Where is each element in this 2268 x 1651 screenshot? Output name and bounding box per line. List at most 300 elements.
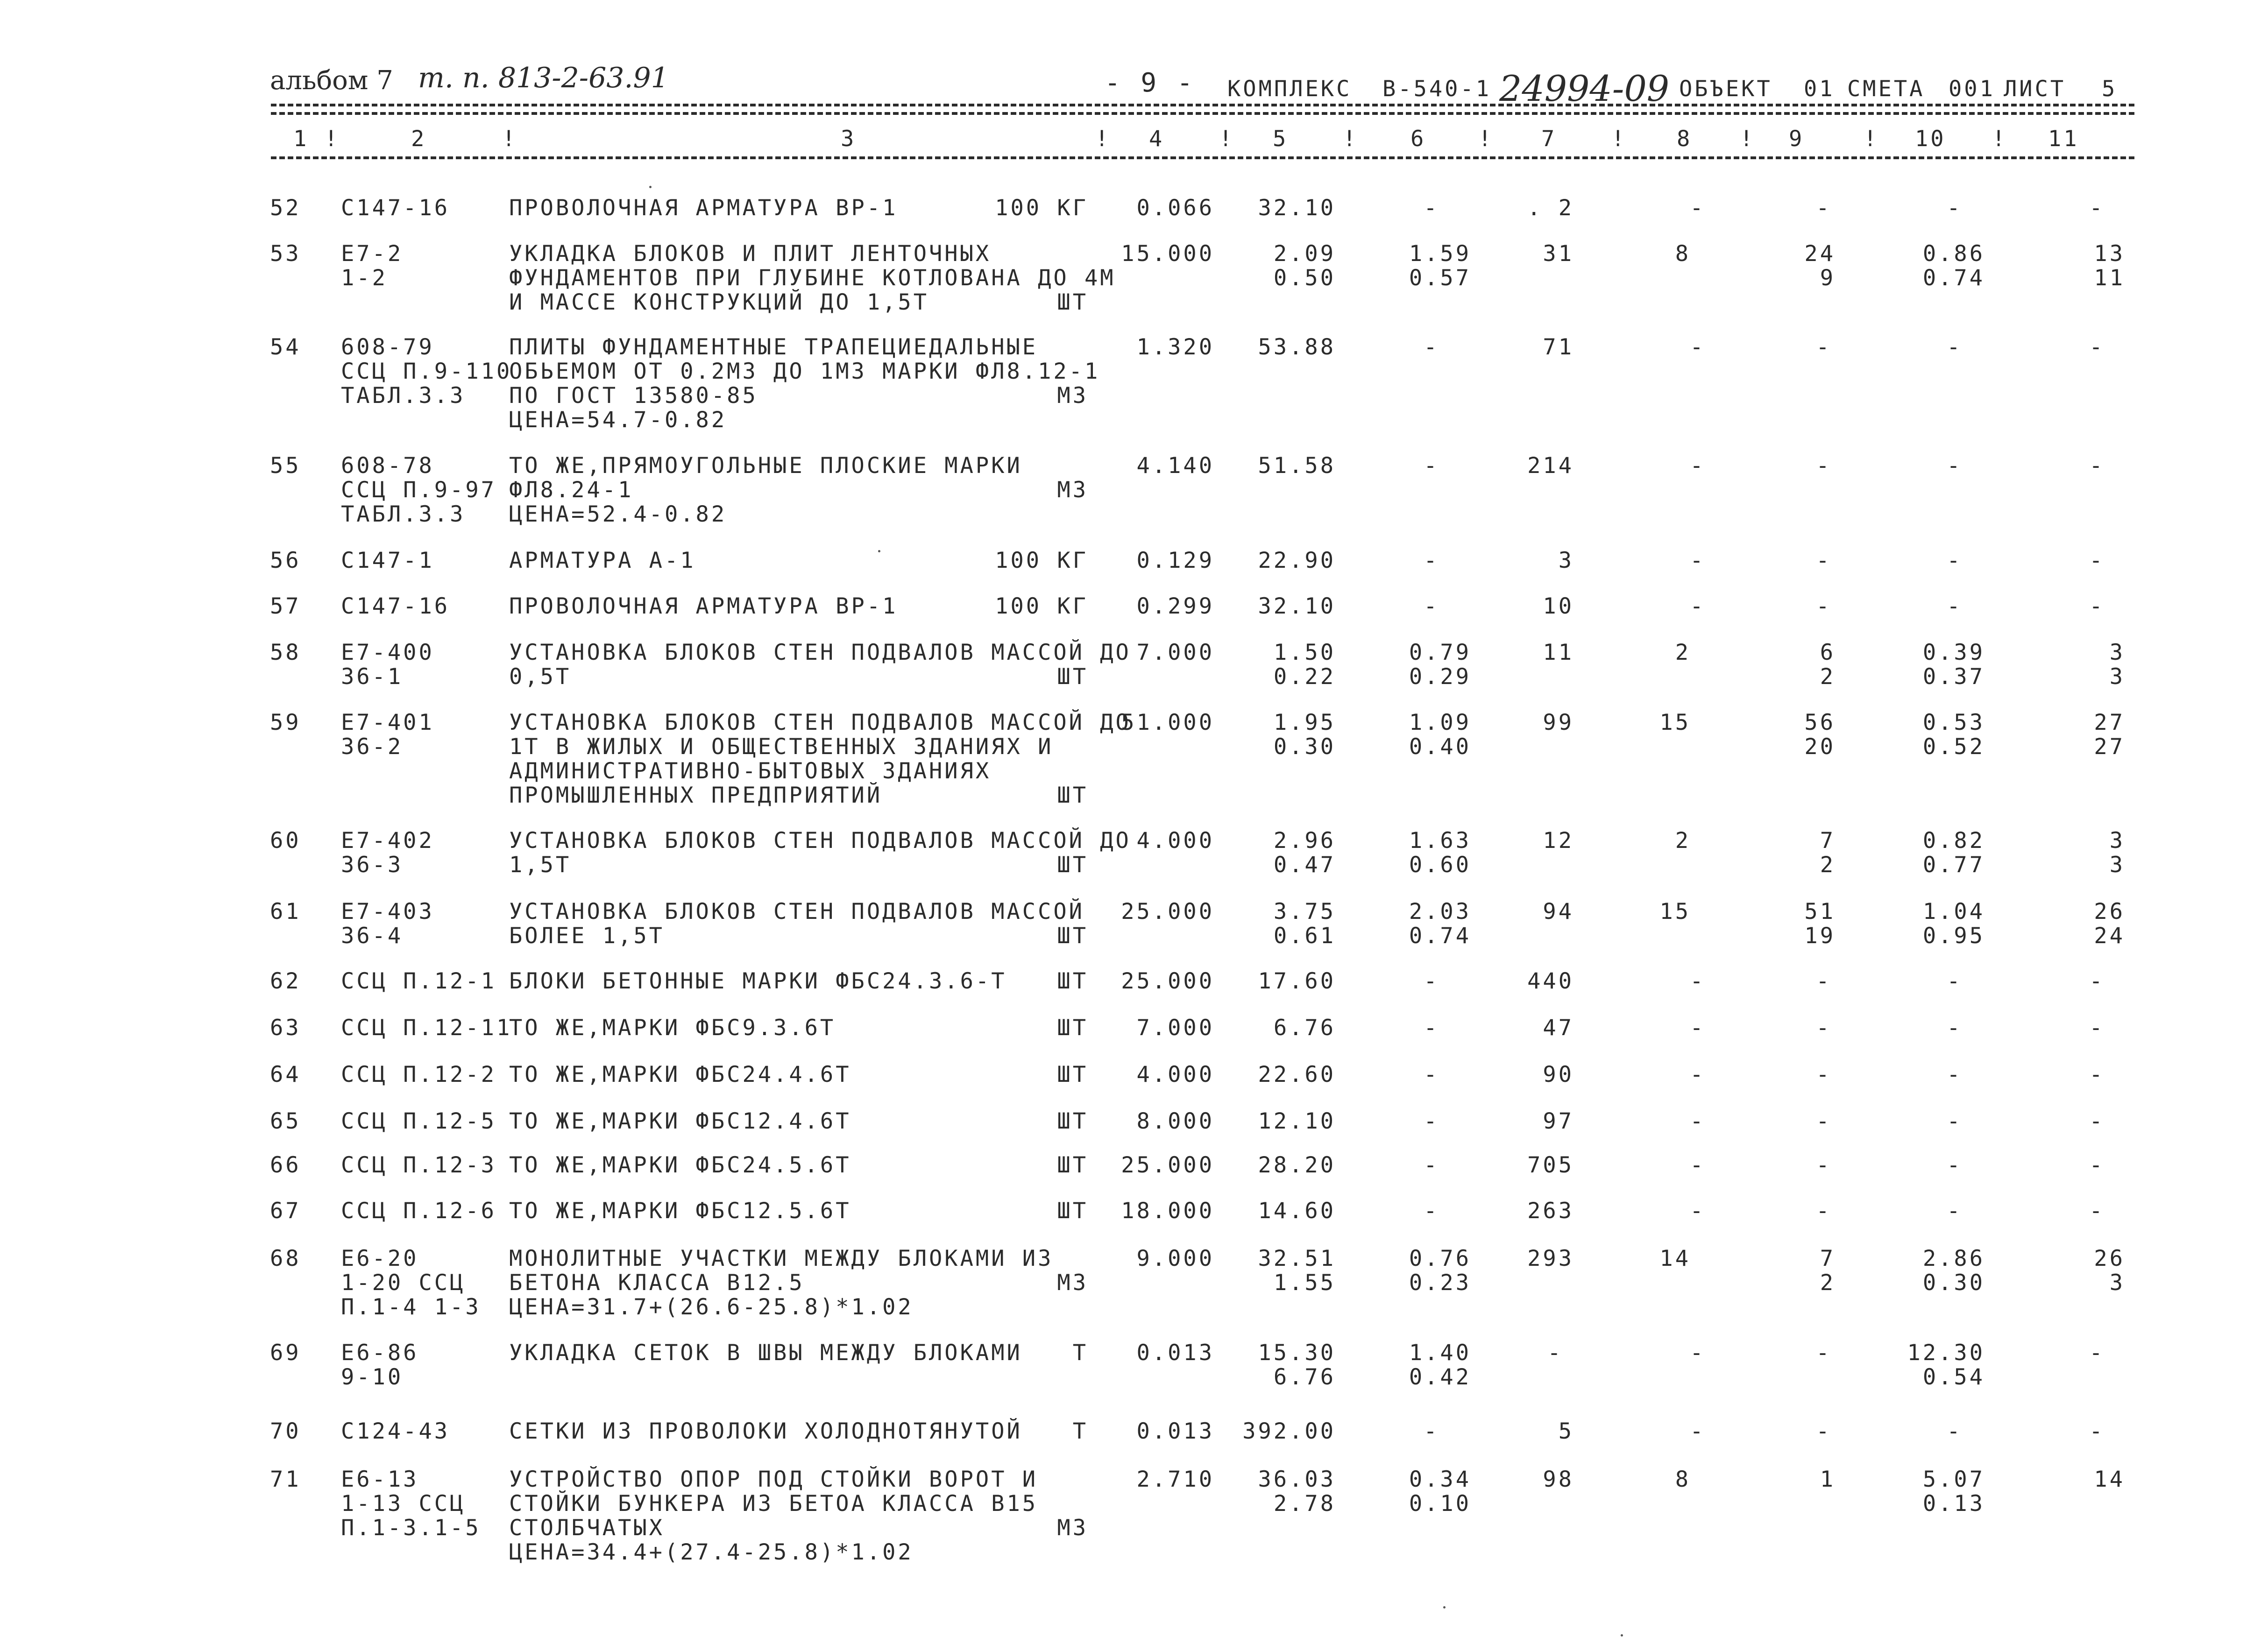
work-description: АРМАТУРА А-1 bbox=[509, 548, 696, 573]
col6-value: 0.29 bbox=[1409, 664, 1471, 690]
row-number: 56 bbox=[270, 548, 301, 573]
column-header-cell: 7 bbox=[1541, 126, 1557, 152]
unit-cost: 36.03 bbox=[1258, 1467, 1336, 1492]
col6-value: 0.34 bbox=[1409, 1467, 1471, 1492]
col8-value: 8 bbox=[1675, 1467, 1691, 1492]
col9-value: 6 bbox=[1820, 640, 1836, 665]
handwritten-project-ref: т. п. 813-2-63.91 bbox=[418, 62, 669, 94]
work-description: УСТАНОВКА БЛОКОВ СТЕН ПОДВАЛОВ МАССОЙ ДО bbox=[509, 710, 1131, 735]
col11-value: - bbox=[2089, 1340, 2105, 1366]
column-header-cell: ! bbox=[1992, 126, 2008, 152]
col6-value: 1.40 bbox=[1409, 1340, 1471, 1366]
column-header-cell: ! bbox=[1095, 126, 1111, 152]
work-description: УКЛАДКА СЕТОК В ШВЫ МЕЖДУ БЛОКАМИ bbox=[509, 1340, 1022, 1366]
col7-value: 11 bbox=[1543, 640, 1574, 665]
col8-value: - bbox=[1690, 968, 1706, 994]
resource-code: ССЦ П.12-1 bbox=[341, 968, 496, 994]
col7-value: 3 bbox=[1558, 548, 1574, 573]
col6-value: - bbox=[1424, 195, 1439, 221]
col11-value: 24 bbox=[2094, 923, 2125, 949]
col6-value: - bbox=[1424, 1152, 1439, 1178]
unit: М3 bbox=[1057, 477, 1088, 503]
col9-value: 24 bbox=[1804, 241, 1836, 267]
work-description: СТОЛБЧАТЫХ bbox=[509, 1515, 665, 1541]
column-header-cell: 10 bbox=[1915, 126, 1946, 152]
col7-value: 90 bbox=[1543, 1062, 1574, 1087]
smeta-value: 001 bbox=[1949, 76, 1995, 102]
col11-value: 3 bbox=[2109, 828, 2125, 854]
resource-code: 608-78 bbox=[341, 453, 434, 479]
work-description: ПО ГОСТ 13580-85 bbox=[509, 383, 758, 409]
page-number: - 9 - bbox=[1105, 68, 1195, 98]
col11-value: 26 bbox=[2094, 1246, 2125, 1271]
col10-value: - bbox=[1947, 1418, 1963, 1444]
scan-speck bbox=[1621, 1634, 1623, 1637]
col6-value: - bbox=[1424, 593, 1439, 619]
col10-value: 0.54 bbox=[1922, 1364, 1985, 1390]
col6-value: 0.10 bbox=[1409, 1491, 1471, 1517]
col8-value: - bbox=[1690, 334, 1706, 360]
quantity: 25.000 bbox=[1121, 968, 1214, 994]
col9-value: - bbox=[1816, 1108, 1832, 1134]
work-description: АДМИНИСТРАТИВНО-БЫТОВЫХ ЗДАНИЯХ bbox=[509, 758, 992, 784]
row-number: 67 bbox=[270, 1198, 301, 1224]
col9-value: - bbox=[1816, 453, 1832, 479]
column-header-cell: ! bbox=[1740, 126, 1756, 152]
col11-value: - bbox=[2089, 1015, 2105, 1041]
unit-cost: 28.20 bbox=[1258, 1152, 1336, 1178]
resource-code: Е6-20 bbox=[341, 1246, 419, 1271]
work-description: УКЛАДКА БЛОКОВ И ПЛИТ ЛЕНТОЧНЫХ bbox=[509, 241, 992, 267]
object-label: ОБЪЕКТ bbox=[1679, 76, 1772, 102]
unit: ШТ bbox=[1057, 289, 1088, 315]
work-description: ТО ЖЕ,ПРЯМОУГОЛЬНЫЕ ПЛОСКИЕ МАРКИ bbox=[509, 453, 1022, 479]
unit-cost: 15.30 bbox=[1258, 1340, 1336, 1366]
unit-cost: 0.50 bbox=[1273, 265, 1336, 291]
resource-code: 1-2 bbox=[341, 265, 388, 291]
unit-cost: 1.50 bbox=[1273, 640, 1336, 665]
col10-value: - bbox=[1947, 1108, 1963, 1134]
col10-value: 0.86 bbox=[1922, 241, 1985, 267]
unit-cost: 1.55 bbox=[1273, 1270, 1336, 1296]
col10-value: 0.13 bbox=[1922, 1491, 1985, 1517]
work-description: 1Т В ЖИЛЫХ И ОБЩЕСТВЕННЫХ ЗДАНИЯХ И bbox=[509, 734, 1054, 760]
quantity: 1.320 bbox=[1136, 334, 1214, 360]
col11-value: - bbox=[2089, 1152, 2105, 1178]
col9-value: 1 bbox=[1820, 1467, 1836, 1492]
unit: М3 bbox=[1057, 383, 1088, 409]
col6-value: - bbox=[1424, 1418, 1439, 1444]
col8-value: - bbox=[1690, 1015, 1706, 1041]
col9-value: - bbox=[1816, 1062, 1832, 1087]
col10-value: 5.07 bbox=[1922, 1467, 1985, 1492]
col10-value: - bbox=[1947, 1015, 1963, 1041]
unit: Т bbox=[1072, 1340, 1088, 1366]
unit: ШТ bbox=[1057, 968, 1088, 994]
unit-cost: 51.58 bbox=[1258, 453, 1336, 479]
resource-code: ТАБЛ.3.3 bbox=[341, 383, 466, 409]
col7-value: 293 bbox=[1527, 1246, 1574, 1271]
col11-value: - bbox=[2089, 195, 2105, 221]
col8-value: - bbox=[1690, 1418, 1706, 1444]
work-description: ЦЕНА=31.7+(26.6-25.8)*1.02 bbox=[509, 1294, 914, 1320]
col10-value: - bbox=[1947, 548, 1963, 573]
row-number: 52 bbox=[270, 195, 301, 221]
work-description: ПРОМЫШЛЕННЫХ ПРЕДПРИЯТИЙ bbox=[509, 783, 883, 808]
col6-value: 1.63 bbox=[1409, 828, 1471, 854]
col9-value: 2 bbox=[1820, 852, 1836, 878]
column-header-cell: ! bbox=[1611, 126, 1627, 152]
col8-value: 2 bbox=[1675, 828, 1691, 854]
col10-value: 12.30 bbox=[1907, 1340, 1985, 1366]
resource-code: ССЦ П.12-6 bbox=[341, 1198, 496, 1224]
unit-cost: 2.96 bbox=[1273, 828, 1336, 854]
unit-cost: 12.10 bbox=[1258, 1108, 1336, 1134]
column-header-cell: 11 bbox=[2048, 126, 2079, 152]
col9-value: - bbox=[1816, 968, 1832, 994]
col10-value: 0.52 bbox=[1922, 734, 1985, 760]
work-description: ФЛ8.24-1 bbox=[509, 477, 634, 503]
col7-value: 47 bbox=[1543, 1015, 1574, 1041]
col11-value: 3 bbox=[2109, 664, 2125, 690]
unit-cost: 32.10 bbox=[1258, 593, 1336, 619]
col8-value: - bbox=[1690, 1152, 1706, 1178]
scan-speck bbox=[878, 550, 880, 552]
col11-value: 3 bbox=[2109, 640, 2125, 665]
col11-value: 14 bbox=[2094, 1467, 2125, 1492]
col7-value: 94 bbox=[1543, 899, 1574, 924]
resource-code: 1-20 ССЦ bbox=[341, 1270, 466, 1296]
resource-code: С147-16 bbox=[341, 593, 450, 619]
quantity: 4.000 bbox=[1136, 828, 1214, 854]
resource-code: 36-1 bbox=[341, 664, 404, 690]
col6-value: 1.09 bbox=[1409, 710, 1471, 735]
unit-cost: 0.47 bbox=[1273, 852, 1336, 878]
col9-value: 9 bbox=[1820, 265, 1836, 291]
column-header-cell: 9 bbox=[1789, 126, 1805, 152]
work-description: ЦЕНА=34.4+(27.4-25.8)*1.02 bbox=[509, 1539, 914, 1565]
unit: ШТ bbox=[1057, 1152, 1088, 1178]
col9-value: - bbox=[1816, 334, 1832, 360]
col7-value: 10 bbox=[1543, 593, 1574, 619]
col6-value: 0.42 bbox=[1409, 1364, 1471, 1390]
col10-value: - bbox=[1947, 1198, 1963, 1224]
col7-value: 5 bbox=[1558, 1418, 1574, 1444]
col8-value: - bbox=[1690, 548, 1706, 573]
work-description: 1,5Т bbox=[509, 852, 572, 878]
col6-value: - bbox=[1424, 968, 1439, 994]
work-description: СТОЙКИ БУНКЕРА ИЗ БЕТОА КЛАССА В15 bbox=[509, 1491, 1038, 1517]
row-number: 58 bbox=[270, 640, 301, 665]
row-number: 69 bbox=[270, 1340, 301, 1366]
unit-cost: 32.10 bbox=[1258, 195, 1336, 221]
unit: ШТ bbox=[1057, 852, 1088, 878]
col7-value: 440 bbox=[1527, 968, 1574, 994]
col8-value: 15 bbox=[1659, 710, 1691, 735]
quantity: 4.140 bbox=[1136, 453, 1214, 479]
resource-code: 608-79 bbox=[341, 334, 434, 360]
quantity: 4.000 bbox=[1136, 1062, 1214, 1087]
col10-value: - bbox=[1947, 334, 1963, 360]
col11-value: - bbox=[2089, 593, 2105, 619]
col6-value: 2.03 bbox=[1409, 899, 1471, 924]
complex-code: В-540-1 bbox=[1382, 76, 1492, 102]
unit: ШТ bbox=[1057, 783, 1088, 808]
resource-code: ССЦ П.9-97 bbox=[341, 477, 496, 503]
handwritten-complex-number: 24994-09 bbox=[1499, 68, 1670, 109]
work-description: ТО ЖЕ,МАРКИ ФБС12.5.6Т bbox=[509, 1198, 851, 1224]
work-description: БЕТОНА КЛАССА В12.5 bbox=[509, 1270, 805, 1296]
col6-value: - bbox=[1424, 548, 1439, 573]
work-description: ТО ЖЕ,МАРКИ ФБС24.4.6Т bbox=[509, 1062, 851, 1087]
resource-code: П.1-3.1-5 bbox=[341, 1515, 481, 1541]
resource-code: С124-43 bbox=[341, 1418, 450, 1444]
col10-value: 0.37 bbox=[1922, 664, 1985, 690]
col11-value: - bbox=[2089, 968, 2105, 994]
col6-value: - bbox=[1424, 1062, 1439, 1087]
resource-code: ССЦ П.12-3 bbox=[341, 1152, 496, 1178]
col10-value: - bbox=[1947, 195, 1963, 221]
work-description: УСТРОЙСТВО ОПОР ПОД СТОЙКИ ВОРОТ И bbox=[509, 1467, 1038, 1492]
col7-value: - bbox=[1547, 1340, 1563, 1366]
row-number: 66 bbox=[270, 1152, 301, 1178]
work-description: ТО ЖЕ,МАРКИ ФБС9.3.6Т bbox=[509, 1015, 836, 1041]
col9-value: 2 bbox=[1820, 1270, 1836, 1296]
col10-value: 0.39 bbox=[1922, 640, 1985, 665]
col7-value: . 2 bbox=[1527, 195, 1574, 221]
col9-value: 7 bbox=[1820, 828, 1836, 854]
work-description: МОНОЛИТНЫЕ УЧАСТКИ МЕЖДУ БЛОКАМИ ИЗ bbox=[509, 1246, 1054, 1271]
resource-code: 1-13 ССЦ bbox=[341, 1491, 466, 1517]
work-description: УСТАНОВКА БЛОКОВ СТЕН ПОДВАЛОВ МАССОЙ ДО bbox=[509, 640, 1131, 665]
col6-value: 0.60 bbox=[1409, 852, 1471, 878]
resource-code: П.1-4 1-3 bbox=[341, 1294, 481, 1320]
resource-code: ССЦ П.9-110 bbox=[341, 359, 512, 384]
column-header-cell: 1 ! bbox=[293, 126, 340, 152]
unit-cost: 53.88 bbox=[1258, 334, 1336, 360]
col10-value: 1.04 bbox=[1922, 899, 1985, 924]
col6-value: - bbox=[1424, 1198, 1439, 1224]
col9-value: - bbox=[1816, 1198, 1832, 1224]
work-description: БЛОКИ БЕТОННЫЕ МАРКИ ФБС24.3.6-Т bbox=[509, 968, 1007, 994]
row-number: 71 bbox=[270, 1467, 301, 1492]
resource-code: 36-4 bbox=[341, 923, 404, 949]
col9-value: 7 bbox=[1820, 1246, 1836, 1271]
col9-value: - bbox=[1816, 1152, 1832, 1178]
column-header-cell: 6 bbox=[1410, 126, 1426, 152]
resource-code: ССЦ П.12-11 bbox=[341, 1015, 512, 1041]
quantity: 0.299 bbox=[1136, 593, 1214, 619]
col11-value: - bbox=[2089, 453, 2105, 479]
column-header-cell: ! bbox=[502, 126, 518, 152]
col10-value: - bbox=[1947, 453, 1963, 479]
header-rule-top bbox=[271, 104, 2134, 106]
sheet-label: ЛИСТ bbox=[2004, 76, 2066, 102]
col11-value: 13 bbox=[2094, 241, 2125, 267]
work-description: ЦЕНА=52.4-0.82 bbox=[509, 501, 727, 527]
row-number: 60 bbox=[270, 828, 301, 854]
row-number: 68 bbox=[270, 1246, 301, 1271]
unit-cost: 6.76 bbox=[1273, 1015, 1336, 1041]
quantity: 0.013 bbox=[1136, 1340, 1214, 1366]
col8-value: 14 bbox=[1659, 1246, 1691, 1271]
column-header-cell: ! bbox=[1343, 126, 1359, 152]
work-description: ОБЬЕМОМ ОТ 0.2М3 ДО 1М3 МАРКИ ФЛ8.12-1 bbox=[509, 359, 1100, 384]
col6-value: 0.57 bbox=[1409, 265, 1471, 291]
unit-cost: 6.76 bbox=[1273, 1364, 1336, 1390]
unit-cost: 0.22 bbox=[1273, 664, 1336, 690]
col10-value: - bbox=[1947, 1062, 1963, 1087]
resource-code: 36-3 bbox=[341, 852, 404, 878]
col7-value: 97 bbox=[1543, 1108, 1574, 1134]
unit: 100 КГ bbox=[995, 593, 1088, 619]
col9-value: - bbox=[1816, 548, 1832, 573]
work-description: СЕТКИ ИЗ ПРОВОЛОКИ ХОЛОДНОТЯНУТОЙ bbox=[509, 1418, 1022, 1444]
col11-value: - bbox=[2089, 1108, 2105, 1134]
row-number: 64 bbox=[270, 1062, 301, 1087]
column-header-cell: 8 bbox=[1677, 126, 1693, 152]
unit: М3 bbox=[1057, 1270, 1088, 1296]
resource-code: С147-16 bbox=[341, 195, 450, 221]
row-number: 70 bbox=[270, 1418, 301, 1444]
col7-value: 31 bbox=[1543, 241, 1574, 267]
column-header-cell: 5 bbox=[1273, 126, 1289, 152]
col10-value: 0.74 bbox=[1922, 265, 1985, 291]
col8-value: - bbox=[1690, 1062, 1706, 1087]
resource-code: ССЦ П.12-5 bbox=[341, 1108, 496, 1134]
unit-cost: 14.60 bbox=[1258, 1198, 1336, 1224]
resource-code: Е7-400 bbox=[341, 640, 434, 665]
quantity: 9.000 bbox=[1136, 1246, 1214, 1271]
col9-value: - bbox=[1816, 195, 1832, 221]
col10-value: 0.95 bbox=[1922, 923, 1985, 949]
quantity: 2.710 bbox=[1136, 1467, 1214, 1492]
col11-value: - bbox=[2089, 334, 2105, 360]
col11-value: 3 bbox=[2109, 1270, 2125, 1296]
row-number: 65 bbox=[270, 1108, 301, 1134]
col9-value: 20 bbox=[1804, 734, 1836, 760]
work-description: И МАССЕ КОНСТРУКЦИЙ ДО 1,5Т bbox=[509, 289, 929, 315]
resource-code: ТАБЛ.3.3 bbox=[341, 501, 466, 527]
col8-value: 8 bbox=[1675, 241, 1691, 267]
unit-cost: 2.09 bbox=[1273, 241, 1336, 267]
object-value: 01 bbox=[1804, 76, 1835, 102]
unit-cost: 22.90 bbox=[1258, 548, 1336, 573]
work-description: УСТАНОВКА БЛОКОВ СТЕН ПОДВАЛОВ МАССОЙ ДО bbox=[509, 828, 1131, 854]
col10-value: - bbox=[1947, 968, 1963, 994]
column-header-cell: 4 bbox=[1149, 126, 1165, 152]
col6-value: - bbox=[1424, 334, 1439, 360]
col6-value: - bbox=[1424, 453, 1439, 479]
unit-cost: 0.61 bbox=[1273, 923, 1336, 949]
col6-value: 0.23 bbox=[1409, 1270, 1471, 1296]
unit-cost: 17.60 bbox=[1258, 968, 1336, 994]
unit: ШТ bbox=[1057, 923, 1088, 949]
col8-value: 2 bbox=[1675, 640, 1691, 665]
quantity: 51.000 bbox=[1121, 710, 1214, 735]
smeta-label: СМЕТА bbox=[1847, 76, 1925, 102]
resource-code: Е7-402 bbox=[341, 828, 434, 854]
col8-value: - bbox=[1690, 1340, 1706, 1366]
col9-value: 51 bbox=[1804, 899, 1836, 924]
resource-code: Е6-13 bbox=[341, 1467, 419, 1492]
resource-code: Е7-2 bbox=[341, 241, 404, 267]
unit-cost: 3.75 bbox=[1273, 899, 1336, 924]
col10-value: - bbox=[1947, 593, 1963, 619]
work-description: ТО ЖЕ,МАРКИ ФБС12.4.6Т bbox=[509, 1108, 851, 1134]
resource-code: Е7-401 bbox=[341, 710, 434, 735]
col6-value: 0.40 bbox=[1409, 734, 1471, 760]
unit: ШТ bbox=[1057, 664, 1088, 690]
column-header-cell: 2 bbox=[411, 126, 427, 152]
col8-value: 15 bbox=[1659, 899, 1691, 924]
row-number: 57 bbox=[270, 593, 301, 619]
unit: 100 КГ bbox=[995, 195, 1088, 221]
work-description: ПРОВОЛОЧНАЯ АРМАТУРА ВР-1 bbox=[509, 195, 898, 221]
quantity: 8.000 bbox=[1136, 1108, 1214, 1134]
col6-value: 1.59 bbox=[1409, 241, 1471, 267]
quantity: 0.129 bbox=[1136, 548, 1214, 573]
complex-label: КОМПЛЕКС bbox=[1227, 76, 1352, 102]
work-description: ПЛИТЫ ФУНДАМЕНТНЫЕ ТРАПЕЦИЕДАЛЬНЫЕ bbox=[509, 334, 1038, 360]
col11-value: 27 bbox=[2094, 734, 2125, 760]
col8-value: - bbox=[1690, 1198, 1706, 1224]
quantity: 7.000 bbox=[1136, 640, 1214, 665]
col6-value: - bbox=[1424, 1015, 1439, 1041]
row-number: 63 bbox=[270, 1015, 301, 1041]
row-number: 62 bbox=[270, 968, 301, 994]
column-header-cell: ! bbox=[1478, 126, 1494, 152]
col10-value: 2.86 bbox=[1922, 1246, 1985, 1271]
work-description: ПРОВОЛОЧНАЯ АРМАТУРА ВР-1 bbox=[509, 593, 898, 619]
unit-cost: 392.00 bbox=[1242, 1418, 1336, 1444]
unit-cost: 22.60 bbox=[1258, 1062, 1336, 1087]
col9-value: - bbox=[1816, 1340, 1832, 1366]
col9-value: - bbox=[1816, 1015, 1832, 1041]
col7-value: 214 bbox=[1527, 453, 1574, 479]
unit-cost: 2.78 bbox=[1273, 1491, 1336, 1517]
col8-value: - bbox=[1690, 1108, 1706, 1134]
col7-value: 71 bbox=[1543, 334, 1574, 360]
column-header-cell: ! bbox=[1219, 126, 1235, 152]
col11-value: 26 bbox=[2094, 899, 2125, 924]
quantity: 25.000 bbox=[1121, 899, 1214, 924]
quantity: 18.000 bbox=[1121, 1198, 1214, 1224]
unit: ШТ bbox=[1057, 1108, 1088, 1134]
unit-cost: 1.95 bbox=[1273, 710, 1336, 735]
unit: 100 КГ bbox=[995, 548, 1088, 573]
scan-speck bbox=[649, 186, 652, 188]
album-label: альбом 7 bbox=[270, 65, 393, 96]
col9-value: 19 bbox=[1804, 923, 1836, 949]
col9-value: 2 bbox=[1820, 664, 1836, 690]
column-header-cell: ! bbox=[1864, 126, 1879, 152]
work-description: УСТАНОВКА БЛОКОВ СТЕН ПОДВАЛОВ МАССОЙ bbox=[509, 899, 1084, 924]
unit: ШТ bbox=[1057, 1062, 1088, 1087]
col9-value: - bbox=[1816, 593, 1832, 619]
sheet-value: 5 bbox=[2102, 76, 2118, 102]
header-rule-bottom bbox=[271, 156, 2134, 159]
work-description: ТО ЖЕ,МАРКИ ФБС24.5.6Т bbox=[509, 1152, 851, 1178]
col11-value: - bbox=[2089, 1062, 2105, 1087]
col8-value: - bbox=[1690, 195, 1706, 221]
resource-code: Е6-86 bbox=[341, 1340, 419, 1366]
row-number: 61 bbox=[270, 899, 301, 924]
unit-cost: 0.30 bbox=[1273, 734, 1336, 760]
resource-code: 9-10 bbox=[341, 1364, 404, 1390]
work-description: БОЛЕЕ 1,5Т bbox=[509, 923, 665, 949]
col11-value: - bbox=[2089, 1198, 2105, 1224]
